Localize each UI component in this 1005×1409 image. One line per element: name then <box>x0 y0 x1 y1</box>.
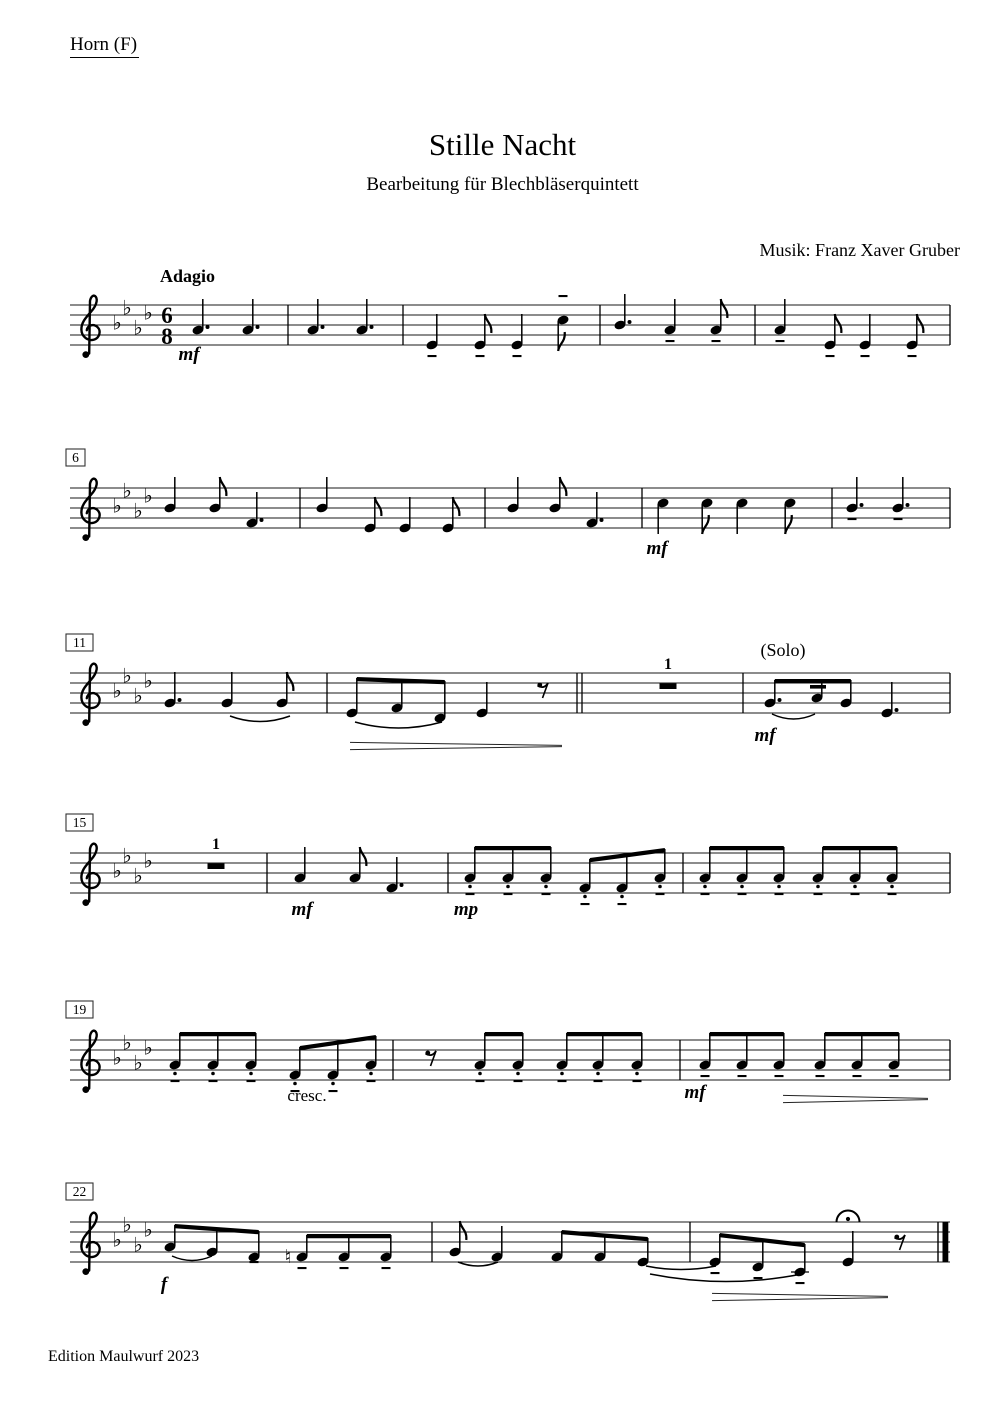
staccato-dot <box>369 1072 373 1076</box>
flat-sign: ♭ <box>133 315 143 340</box>
flat-sign: ♭ <box>133 1050 143 1075</box>
tenuto-mark <box>816 1075 825 1077</box>
piece-title: Stille Nacht <box>428 127 577 162</box>
beam <box>710 1032 784 1036</box>
eighth-flag <box>917 314 924 333</box>
tenuto-mark <box>633 1080 642 1082</box>
staccato-dot <box>583 895 587 899</box>
flat-sign: ♭ <box>112 678 122 703</box>
staccato-dot <box>293 1082 297 1086</box>
beam <box>823 846 897 850</box>
augmentation-dot <box>178 698 182 702</box>
hairpin-diminuendo <box>783 1100 928 1103</box>
tenuto-mark <box>329 1090 338 1092</box>
flat-sign: ♭ <box>122 295 132 320</box>
tenuto-mark <box>853 1075 862 1077</box>
tenuto-mark <box>594 1080 603 1082</box>
tenuto-mark <box>340 1267 349 1269</box>
hairpin-diminuendo <box>712 1298 888 1301</box>
slur <box>650 1274 802 1282</box>
tenuto-mark <box>247 1080 256 1082</box>
tenuto-mark <box>618 903 627 905</box>
final-barline <box>943 1222 949 1262</box>
tenuto-mark <box>701 893 710 895</box>
hairpin-diminuendo <box>350 747 562 750</box>
measure-number: 15 <box>72 815 87 830</box>
tenuto-mark <box>171 1080 180 1082</box>
whole-measure-rest <box>208 864 225 870</box>
flat-sign: ♭ <box>143 668 153 693</box>
staccato-dot <box>635 1072 639 1076</box>
augmentation-dot <box>321 325 325 329</box>
tenuto-mark <box>514 1080 523 1082</box>
flat-sign: ♭ <box>143 1035 153 1060</box>
tenuto-mark <box>542 893 551 895</box>
beam <box>825 1032 899 1036</box>
natural-sign: ♮ <box>284 1246 292 1268</box>
staccato-dot <box>853 885 857 889</box>
tenuto-mark <box>382 1267 391 1269</box>
slur <box>172 1256 212 1261</box>
tenuto-mark <box>298 1267 307 1269</box>
tenuto-mark <box>890 1075 899 1077</box>
tenuto-mark <box>581 903 590 905</box>
eighth-flag <box>375 497 382 516</box>
staccato-dot <box>740 885 744 889</box>
text-label: (Solo) <box>760 640 806 660</box>
beam <box>475 846 551 850</box>
staff-system <box>66 1001 950 1105</box>
edition-footer: Edition Maulwurf 2023 <box>48 1348 200 1365</box>
eighth-flag <box>835 314 842 333</box>
tenuto-mark <box>250 1261 259 1263</box>
tenuto-mark <box>888 893 897 895</box>
eighth-flag <box>287 672 294 691</box>
staccato-dot <box>249 1072 253 1076</box>
augmentation-dot <box>628 320 632 324</box>
staccato-dot <box>173 1072 177 1076</box>
composer-credit: Musik: Franz Xaver Gruber <box>759 240 960 260</box>
flat-sign: ♭ <box>143 300 153 325</box>
beam <box>485 1032 523 1036</box>
time-signature-numerator: 6 <box>161 303 173 328</box>
dynamic-marking: mp <box>453 899 479 920</box>
staccato-dot <box>777 885 781 889</box>
hairpin-diminuendo <box>783 1095 928 1098</box>
dynamic-marking: f <box>160 1274 168 1295</box>
eighth-flag <box>560 477 567 496</box>
flat-sign: ♭ <box>122 1030 132 1055</box>
augmentation-dot <box>600 518 604 522</box>
augmentation-dot <box>206 325 210 329</box>
staccato-dot <box>468 885 472 889</box>
staff-system <box>70 266 950 365</box>
measure-number: 6 <box>72 450 79 465</box>
tenuto-mark <box>711 1272 720 1274</box>
staccato-dot <box>816 885 820 889</box>
slur <box>230 716 290 722</box>
flat-sign: ♭ <box>143 848 153 873</box>
text-label: Adagio <box>160 266 216 286</box>
hairpin-diminuendo <box>350 742 562 745</box>
dynamic-marking: mf <box>178 344 200 365</box>
whole-measure-rest <box>660 684 677 690</box>
staff-system <box>66 1183 950 1301</box>
flat-sign: ♭ <box>143 483 153 508</box>
beam <box>180 1032 256 1036</box>
measure-number: 19 <box>72 1002 87 1017</box>
staccato-dot <box>596 1072 600 1076</box>
tenuto-mark <box>476 1080 485 1082</box>
staccato-dot <box>478 1072 482 1076</box>
tenuto-mark <box>666 340 675 342</box>
staff-system <box>66 449 950 559</box>
tenuto-mark <box>738 893 747 895</box>
staccato-dot <box>890 885 894 889</box>
tenuto-mark <box>861 355 870 357</box>
augmentation-dot <box>906 503 910 507</box>
tenuto-mark <box>476 355 485 357</box>
tenuto-mark <box>775 893 784 895</box>
tenuto-mark <box>428 355 437 357</box>
tenuto-mark <box>701 1075 710 1077</box>
augmentation-dot <box>895 708 899 712</box>
flat-sign: ♭ <box>133 863 143 888</box>
multirest-count: 1 <box>664 656 672 673</box>
flat-sign: ♭ <box>133 498 143 523</box>
staccato-dot <box>658 885 662 889</box>
flat-sign: ♭ <box>112 310 122 335</box>
flat-sign: ♭ <box>133 683 143 708</box>
augmentation-dot <box>256 325 260 329</box>
flat-sign: ♭ <box>122 663 132 688</box>
dynamic-marking: mf <box>646 538 668 559</box>
part-name-text: Horn (F) <box>70 34 139 58</box>
slur <box>646 1266 716 1270</box>
tenuto-mark <box>513 355 522 357</box>
tenuto-mark <box>466 893 475 895</box>
beam <box>775 679 851 683</box>
eighth-flag <box>453 497 460 516</box>
staff-system <box>66 814 950 920</box>
flat-sign: ♭ <box>122 843 132 868</box>
dynamic-marking: mf <box>291 899 313 920</box>
tenuto-mark <box>908 355 917 357</box>
tenuto-mark <box>754 1277 763 1279</box>
tenuto-mark <box>776 340 785 342</box>
slur <box>458 1262 498 1266</box>
tenuto-mark <box>851 893 860 895</box>
flat-sign: ♭ <box>112 493 122 518</box>
eighth-flag <box>220 477 227 496</box>
tenuto-mark <box>775 1075 784 1077</box>
staccato-dot <box>560 1072 564 1076</box>
flat-sign: ♭ <box>133 1232 143 1257</box>
tenuto-mark <box>504 893 513 895</box>
flat-sign: ♭ <box>143 1217 153 1242</box>
measure-number: 11 <box>73 635 86 650</box>
tenuto-mark <box>656 893 665 895</box>
piece-subtitle: Bearbeitung für Blechbläserquintett <box>366 174 639 195</box>
slur <box>772 714 815 719</box>
tenuto-mark <box>814 893 823 895</box>
flat-sign: ♭ <box>112 1227 122 1252</box>
time-signature-denominator: 8 <box>161 324 173 349</box>
flat-sign: ♭ <box>122 1212 132 1237</box>
beam <box>567 1032 642 1036</box>
tenuto-mark <box>738 1075 747 1077</box>
augmentation-dot <box>370 325 374 329</box>
tenuto-mark <box>367 1080 376 1082</box>
tenuto-mark <box>712 340 721 342</box>
staccato-dot <box>703 885 707 889</box>
eighth-flag <box>460 1221 467 1240</box>
tenuto-mark <box>826 355 835 357</box>
tenuto-mark <box>796 1282 805 1284</box>
flat-sign: ♭ <box>122 478 132 503</box>
staccato-dot <box>211 1072 215 1076</box>
staccato-dot <box>544 885 548 889</box>
multirest-count: 1 <box>212 836 220 853</box>
beam <box>710 846 784 850</box>
measure-number: 22 <box>72 1184 87 1199</box>
text-label: cresc. <box>287 1086 327 1105</box>
tenuto-mark <box>209 1080 218 1082</box>
augmentation-dot <box>260 518 264 522</box>
hairpin-diminuendo <box>712 1293 888 1296</box>
slur <box>355 722 442 728</box>
flat-sign: ♭ <box>112 1045 122 1070</box>
augmentation-dot <box>860 503 864 507</box>
tenuto-mark <box>848 518 857 520</box>
fermata-icon <box>846 1217 850 1221</box>
beam-16th <box>810 685 826 689</box>
tenuto-mark <box>558 1080 567 1082</box>
staccato-dot <box>331 1082 335 1086</box>
augmentation-dot <box>778 698 782 702</box>
tenuto-mark <box>559 295 568 297</box>
tenuto-mark <box>894 518 903 520</box>
staccato-dot <box>516 1072 520 1076</box>
eighth-flag <box>485 314 492 333</box>
augmentation-dot <box>400 883 404 887</box>
dynamic-marking: mf <box>684 1082 706 1103</box>
dynamic-marking: mf <box>754 725 776 746</box>
staccato-dot <box>506 885 510 889</box>
beam <box>307 1234 391 1238</box>
staff-system <box>66 634 950 750</box>
flat-sign: ♭ <box>112 858 122 883</box>
staccato-dot <box>620 895 624 899</box>
